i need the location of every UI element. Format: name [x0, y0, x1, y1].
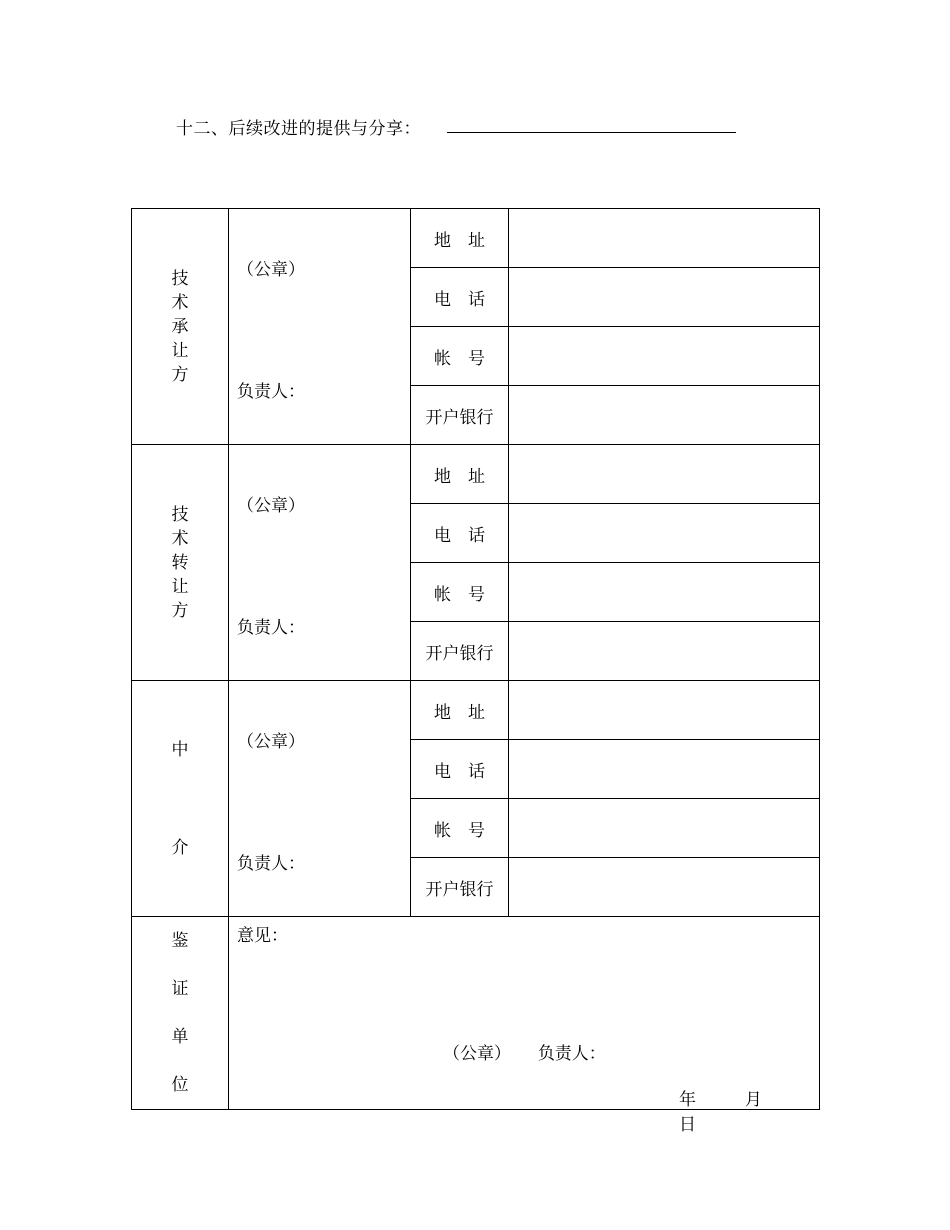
address-field[interactable]	[509, 681, 820, 740]
date-line	[679, 1085, 819, 1135]
opinion-label: 意见：	[237, 926, 288, 946]
party-name-char: 转	[171, 552, 189, 573]
bank-label: 开户银行	[411, 386, 509, 445]
verification-name-char: 鉴	[171, 931, 189, 951]
party-name-cell	[132, 445, 229, 681]
representative-label: 负责人：	[237, 618, 305, 638]
bank-label: 开户银行	[411, 622, 509, 681]
seal-cell	[229, 681, 411, 917]
day-label: 日	[679, 1115, 696, 1135]
address-label: 地 址	[411, 209, 509, 268]
verification-name-char: 单	[171, 1027, 189, 1047]
party-name-char: 中	[171, 739, 189, 760]
party-name-cell	[132, 681, 229, 917]
address-label: 地 址	[411, 445, 509, 504]
address-label: 地 址	[411, 681, 509, 740]
party-name-char: 方	[171, 600, 189, 621]
bank-field[interactable]	[509, 622, 820, 681]
party-name-char: 技	[171, 504, 189, 525]
party-name-char: 技	[171, 268, 189, 289]
verification-name-char: 位	[171, 1075, 189, 1095]
phone-field[interactable]	[509, 504, 820, 563]
representative-label: 负责人：	[237, 382, 305, 402]
account-field[interactable]	[509, 327, 820, 386]
month-label: 月	[744, 1090, 762, 1110]
seal-label: （公章）	[237, 732, 305, 752]
representative-label: 负责人：	[237, 854, 305, 874]
contract-signature-table	[131, 208, 820, 1135]
party-name-char: 介	[171, 837, 189, 858]
party-name-char: 术	[171, 528, 189, 549]
account-label: 帐 号	[411, 327, 509, 386]
verification-name-cell	[132, 917, 229, 1110]
phone-field[interactable]	[509, 740, 820, 799]
seal-cell	[229, 445, 411, 681]
heading-blank-line	[447, 132, 736, 133]
account-field[interactable]	[509, 563, 820, 622]
address-field[interactable]	[509, 445, 820, 504]
year-label: 年	[679, 1090, 696, 1110]
party-name-char: 方	[171, 364, 189, 385]
phone-label: 电 话	[411, 504, 509, 563]
phone-field[interactable]	[509, 268, 820, 327]
party-name-char: 让	[171, 576, 189, 597]
verification-representative-label: 负责人：	[537, 1044, 606, 1064]
address-field[interactable]	[509, 209, 820, 268]
bank-label: 开户银行	[411, 858, 509, 917]
account-field[interactable]	[509, 799, 820, 858]
seal-label: （公章）	[237, 496, 305, 516]
section-heading: 十二、后续改进的提供与分享：	[176, 119, 421, 139]
seal-label: （公章）	[237, 260, 305, 280]
verification-stamp-line	[443, 1039, 606, 1064]
phone-label: 电 话	[411, 268, 509, 327]
seal-cell	[229, 209, 411, 445]
verification-opinion-field[interactable]	[229, 917, 820, 1135]
party-name-cell	[132, 209, 229, 445]
account-label: 帐 号	[411, 563, 509, 622]
party-name-char: 术	[171, 292, 189, 313]
party-name-char: 让	[171, 340, 189, 361]
party-name-char: 承	[171, 316, 189, 337]
account-label: 帐 号	[411, 799, 509, 858]
verification-seal-label: （公章）	[443, 1044, 511, 1064]
bank-field[interactable]	[509, 858, 820, 917]
bank-field[interactable]	[509, 386, 820, 445]
phone-label: 电 话	[411, 740, 509, 799]
verification-name-char: 证	[171, 979, 189, 999]
